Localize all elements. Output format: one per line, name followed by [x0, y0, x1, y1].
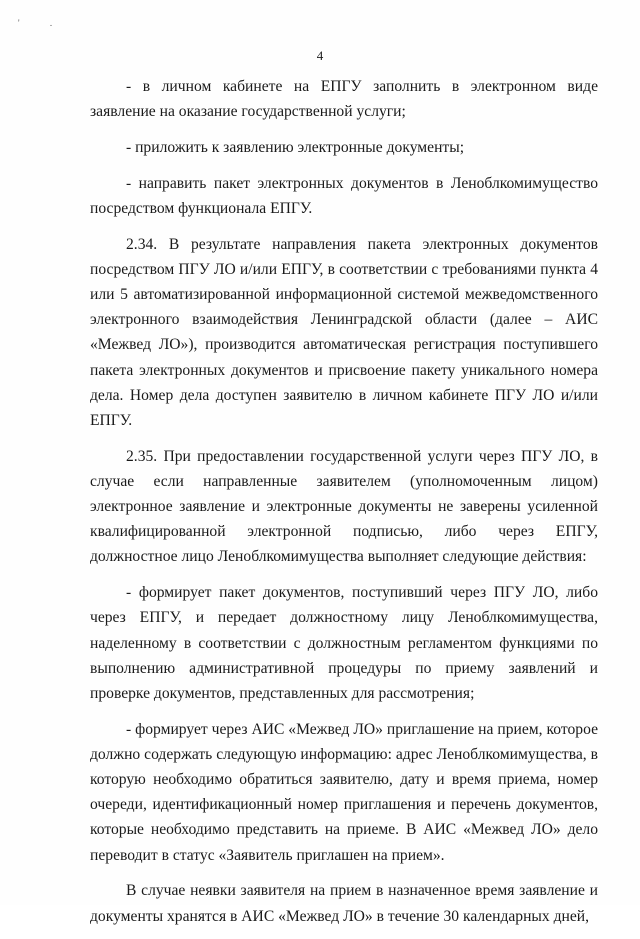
paragraph-form-package: - формирует пакет документов, поступивший через ПГУ ЛО, либо через ЕПГУ, и передает должностному лицу Леноблкомимущества, наделенному в соответствии с должностным регламентом функциями по выполнению административной процедуры по приему заявлений и проверке документов, представленных для рассмотрения;	[90, 584, 598, 702]
page-number: 4	[316, 48, 324, 63]
paragraph-fill-application: - в личном кабинете на ЕПГУ заполнить в электронном виде заявление на оказание государственной услуги;	[90, 78, 598, 121]
paragraph-send-package: - направить пакет электронных документов в Леноблкомимущество посредством функционала ЕПГУ.	[90, 174, 598, 217]
body-text	[90, 74, 598, 939]
paragraph-2-35: 2.35. При предоставлении государственной услуги через ПГУ ЛО, в случае если направленные заявителем (уполномоченным лицом) электронное заявление и электронные документы не заверены усиленной квалифицированной электронной подписью, либо через ЕПГУ, должностное лицо Леноблкомимущества выполняет следующие действия:	[90, 447, 598, 566]
paragraph-no-show: В случае неявки заявителя на прием в назначенное время заявление и документы хранятся в АИС «Межвед ЛО» в течение 30 календарных дней,	[90, 882, 598, 925]
paragraph-form-invitation: - формирует через АИС «Межвед ЛО» приглашение на прием, которое должно содержать следующую информацию: адрес Леноблкомимущества, в которую необходимо обратиться заявителю, дату и время приема, номер очереди, идентификационный номер приглашения и перечень документов, которые необходимо представить на приеме. В АИС «Межвед ЛО» дело переводит в статус «Заявитель приглашен на прием».	[90, 720, 598, 864]
paragraph-attach-documents: - приложить к заявлению электронные документы;	[126, 138, 465, 156]
paragraph-2-34: 2.34. В результате направления пакета электронных документов посредством ПГУ ЛО и/или ЕПГУ, в соответствии с требованиями пункта 4 или 5 автоматизированной информационной системой межведомственного электронного взаимодействия Ленинградской области (далее – АИС «Межвед ЛО»), производится автоматическая регистрация поступившего пакета электронных документов и присвоение пакету уникального номера дела. Номер дела доступен заявителю в личном кабинете ПГУ ЛО и/или ЕПГУ.	[90, 235, 598, 429]
scan-corner-marks: ' .	[18, 18, 67, 28]
